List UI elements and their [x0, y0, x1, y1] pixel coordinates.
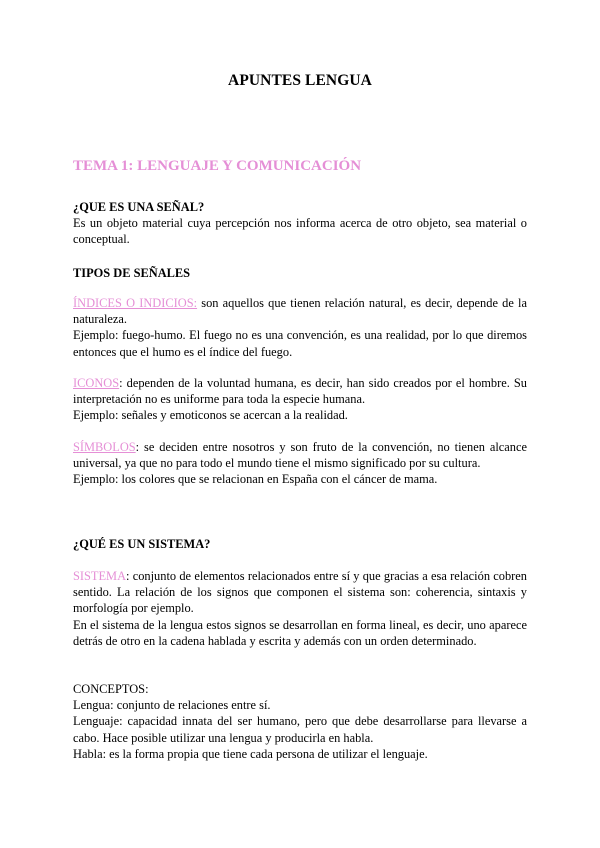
sistema-paragraph [73, 568, 527, 617]
conceptos-section [73, 681, 527, 762]
sistema-text2: En el sistema de la lengua estos signos se desarrollan en forma lineal, es decir, uno aparece detrás de otro en la cadena hablada y escrita y además con un orden determinado. [73, 617, 527, 648]
concepto-lenguaje: Lenguaje: capacidad innata del ser humano, pero que debe desarrollarse para llevarse a cabo. Hace posible utilizar una lengua y producirla en habla. [73, 714, 527, 745]
iconos-example: Ejemplo: señales y emoticonos se acercan a la realidad. [73, 408, 348, 423]
tipos-heading: TIPOS DE SEÑALES [73, 266, 191, 280]
iconos-paragraph [73, 375, 527, 407]
conceptos-heading: CONCEPTOS: [73, 682, 149, 696]
sistema-text: : conjunto de elementos relacionados entre sí y que gracias a esa relación cobren sentido. La relación de los signos que componen el sistema son: coherencia, sintaxis y morfología por ejemplo. [73, 569, 527, 616]
senal-text: Es un objeto material cuya percepción nos informa acerca de otro objeto, sea material o conceptual. [73, 216, 527, 247]
iconos-text: : dependen de la voluntad humana, es decir, han sido creados por el hombre. Su interpretación no es uniforme para toda la especie humana. [73, 376, 527, 407]
sistema-heading: ¿QUÉ ES UN SISTEMA? [73, 537, 211, 551]
indices-paragraph [73, 295, 527, 327]
indices-section [73, 295, 527, 360]
simbolos-term: SÍMBOLOS [73, 440, 136, 454]
senal-section [73, 199, 527, 248]
simbolos-section [73, 439, 527, 488]
iconos-term: ICONOS [73, 376, 120, 390]
indices-text: son aquellos que tienen relación natural, es decir, depende de la naturaleza. [73, 296, 527, 327]
document-title: APUNTES LENGUA [228, 72, 372, 89]
senal-heading: ¿QUE ES UNA SEÑAL? [73, 200, 205, 214]
indices-example: Ejemplo: fuego-humo. El fuego no es una convención, es una realidad, por lo que diremos entonces que el humo es el índice del fuego. [73, 328, 527, 359]
indices-term: ÍNDICES O INDICIOS: [73, 296, 198, 310]
simbolos-text: : se deciden entre nosotros y son fruto de la convención, no tienen alcance universal, ya que no para todo el mundo tiene el mismo significado por su cultura. [73, 440, 527, 471]
simbolos-example: Ejemplo: los colores que se relacionan en España con el cáncer de mama. [73, 472, 438, 487]
simbolos-paragraph [73, 439, 527, 471]
concepto-habla: Habla: es la forma propia que tiene cada persona de utilizar el lenguaje. [73, 746, 428, 761]
concepto-lengua: Lengua: conjunto de relaciones entre sí. [73, 698, 271, 713]
iconos-section [73, 375, 527, 424]
tema-heading: TEMA 1: LENGUAJE Y COMUNICACIÓN [73, 158, 362, 174]
sistema-section [73, 568, 527, 649]
sistema-term: SISTEMA [73, 569, 127, 583]
